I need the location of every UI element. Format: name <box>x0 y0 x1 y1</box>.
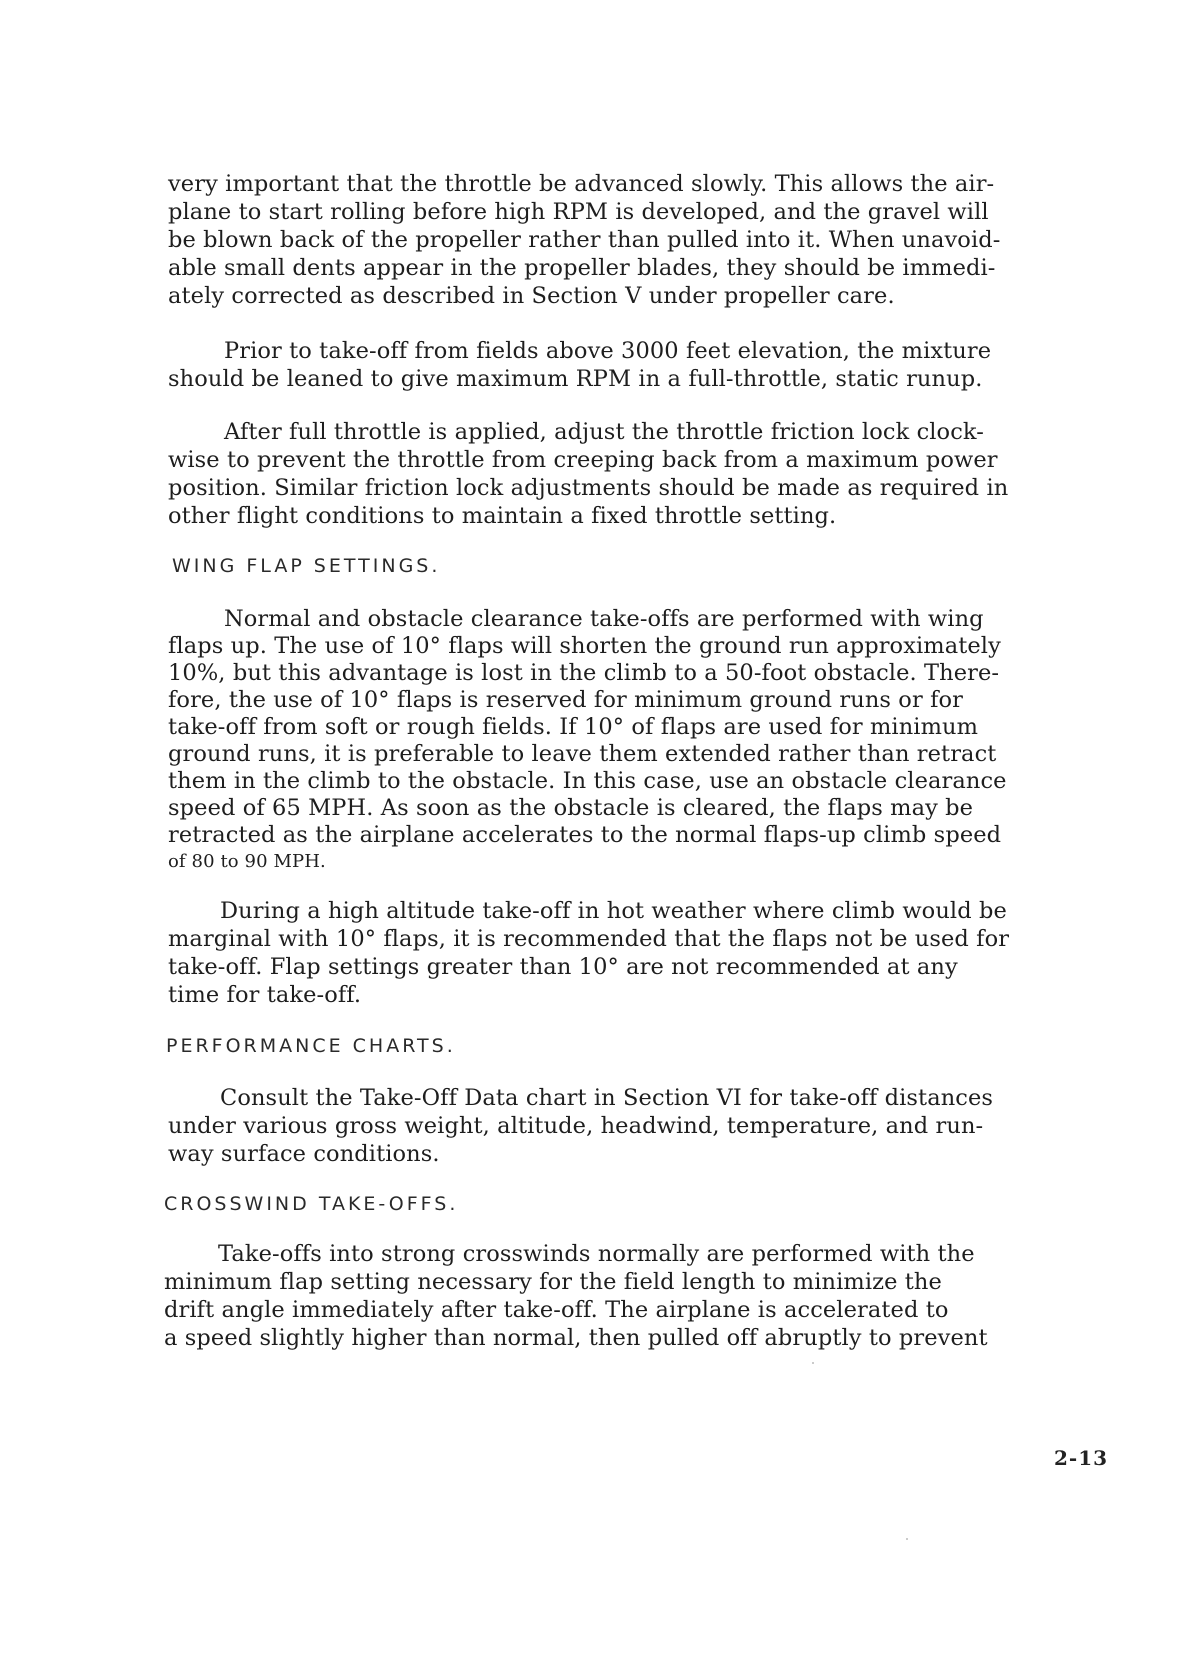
text-line: Take-offs into strong crosswinds normally are performed with the <box>218 1241 975 1267</box>
text-line: Consult the Take-Off Data chart in Section VI for take-off distances <box>220 1085 994 1111</box>
heading-crosswind-takeoffs: CROSSWIND TAKE-OFFS. <box>164 1193 459 1215</box>
text-line: Normal and obstacle clearance take-offs are performed with wing <box>224 606 984 632</box>
text-line: fore, the use of 10° flaps is reserved for minimum ground runs or for <box>168 687 963 713</box>
text-line: drift angle immediately after take-off. The airplane is accelerated to <box>164 1297 949 1323</box>
text-line: ground runs, it is preferable to leave them extended rather than retract <box>168 741 997 767</box>
text-line: 10%, but this advantage is lost in the climb to a 50-foot obstacle. There- <box>168 660 1000 686</box>
page-number: 2-13 <box>1054 1446 1109 1470</box>
text-line: very important that the throttle be advanced slowly. This allows the air- <box>168 171 995 197</box>
text-line: of 80 to 90 MPH. <box>168 851 326 872</box>
text-line: During a high altitude take-off in hot weather where climb would be <box>220 898 1007 924</box>
scan-speck <box>906 1538 908 1540</box>
heading-wing-flap-settings: WING FLAP SETTINGS. <box>172 555 441 577</box>
text-line: marginal with 10° flaps, it is recommended that the flaps not be used for <box>168 926 1010 952</box>
text-line: time for take-off. <box>168 982 362 1008</box>
text-line: other flight conditions to maintain a fixed throttle setting. <box>168 503 837 529</box>
text-line: flaps up. The use of 10° flaps will shorten the ground run approximately <box>168 633 1001 659</box>
text-line: plane to start rolling before high RPM is developed, and the gravel will <box>168 199 989 225</box>
text-line: ately corrected as described in Section V under propeller care. <box>168 283 895 309</box>
text-line: After full throttle is applied, adjust the throttle friction lock clock- <box>224 419 984 445</box>
text-line: speed of 65 MPH. As soon as the obstacle is cleared, the flaps may be <box>168 795 974 821</box>
text-line: Prior to take-off from fields above 3000 feet elevation, the mixture <box>224 338 992 364</box>
scan-speck <box>812 1362 814 1364</box>
text-line: retracted as the airplane accelerates to the normal flaps-up climb speed <box>168 822 1002 848</box>
text-line: able small dents appear in the propeller blades, they should be immedi- <box>168 255 996 281</box>
text-line: position. Similar friction lock adjustments should be made as required in <box>168 475 1009 501</box>
text-line: minimum flap setting necessary for the field length to minimize the <box>164 1269 942 1295</box>
text-line: take-off from soft or rough fields. If 10° of flaps are used for minimum <box>168 714 979 740</box>
text-line: take-off. Flap settings greater than 10° are not recommended at any <box>168 954 958 980</box>
text-line: them in the climb to the obstacle. In this case, use an obstacle clearance <box>168 768 1007 794</box>
text-line: way surface conditions. <box>168 1141 440 1167</box>
text-line: wise to prevent the throttle from creeping back from a maximum power <box>168 447 998 473</box>
text-line: a speed slightly higher than normal, then pulled off abruptly to prevent <box>164 1325 988 1351</box>
heading-performance-charts: PERFORMANCE CHARTS. <box>166 1035 456 1057</box>
text-line: should be leaned to give maximum RPM in a full-throttle, static runup. <box>168 366 983 392</box>
text-line: be blown back of the propeller rather than pulled into it. When unavoid- <box>168 227 1001 253</box>
text-line: under various gross weight, altitude, headwind, temperature, and run- <box>168 1113 984 1139</box>
